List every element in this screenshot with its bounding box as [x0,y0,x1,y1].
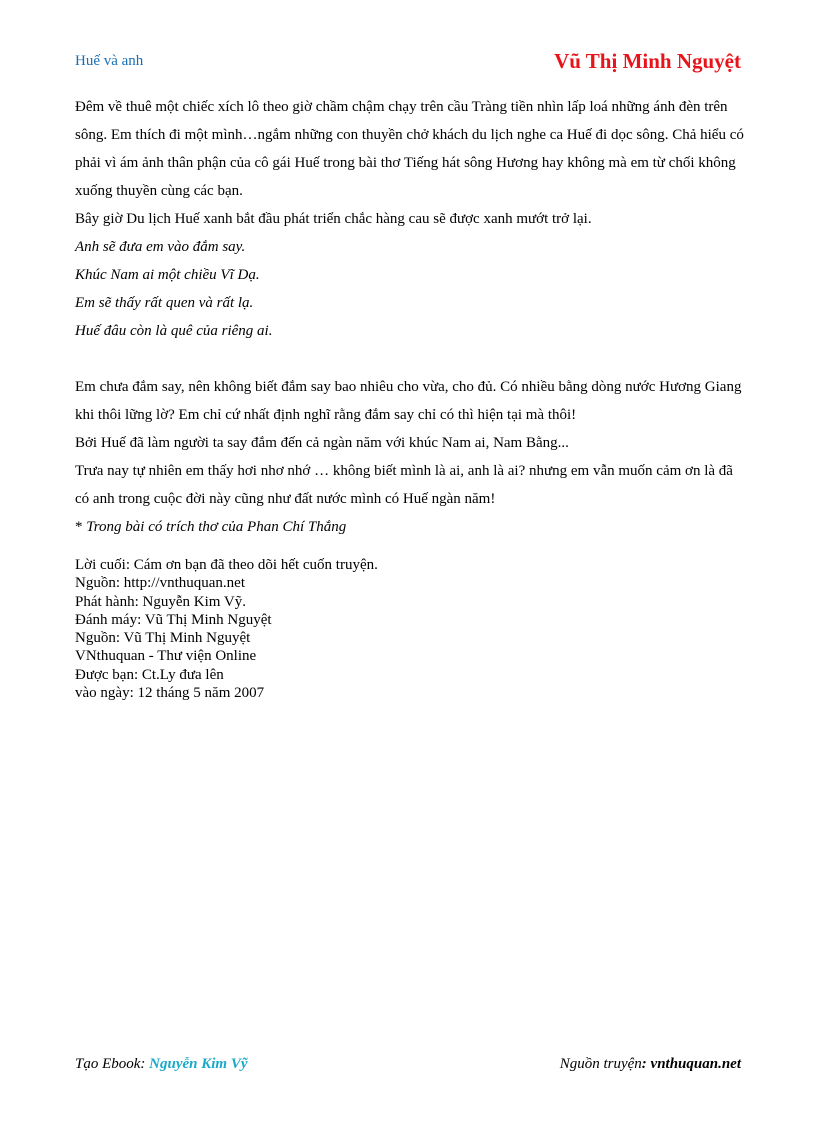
paragraph-gap [75,345,745,373]
credits-block [75,556,378,702]
citation-star: * [75,519,83,535]
poem-line-4: Huế đâu còn là quê của riêng ai. [75,323,273,339]
header-author: Vũ Thị Minh Nguyệt [554,49,741,73]
credit-line: vào ngày: 12 tháng 5 năm 2007 [75,685,265,702]
poem-line-1: Anh sẽ đưa em vào đắm say. [75,239,246,255]
footer-source-label: Nguồn truyện [559,1056,642,1072]
header-title: Huế và anh [75,53,144,69]
citation-note [75,513,745,541]
paragraph-5: Trưa nay tự nhiên em thấy hơi nhơ nhớ … không biết mình là ai, anh là ai? nhưng em vẫn muốn cảm ơn là đã có anh trong cuộc đời này cũng như đất nước mình có Huế ngàn năm! [75,463,733,507]
footer-ebook-separator: : [140,1056,150,1072]
footer-ebook-label: Tạo Ebook [75,1056,141,1072]
credit-line: Nguồn: Vũ Thị Minh Nguyệt [75,630,251,647]
citation-text: Trong bài có trích thơ của Phan Chí Thắng [86,519,347,535]
footer-source-site: vnthuquan.net [650,1056,741,1072]
poem-line-3: Em sẽ thấy rất quen và rất lạ. [75,295,254,311]
credit-line: Đánh máy: Vũ Thị Minh Nguyệt [75,611,272,628]
footer-source-separator: : [641,1056,651,1072]
paragraph-4: Bởi Huế đã làm người ta say đắm đến cả ngàn năm với khúc Nam ai, Nam Bằng... [75,435,569,451]
credit-line: Được bạn: Ct.Ly đưa lên [75,666,224,683]
paragraph-1: Đêm về thuê một chiếc xích lô theo giờ chầm chậm chạy trên cầu Tràng tiền nhìn lấp loá những ánh đèn trên sông. Em thích đi một mình…ngắm những con thuyền chở khách du lịch nghe ca Huế đi dọc sông. Chả hiểu có phải vì ám ảnh thân phận của cô gái Huế trong bài thơ Tiếng hát sông Hương hay không mà em từ chối không xuống thuyền cùng các bạn. [75,99,744,199]
credit-line: Lời cuối: Cám ơn bạn đã theo dõi hết cuốn truyện. [75,557,378,573]
credit-line: Nguồn: http://vnthuquan.net [75,575,245,592]
paragraph-2: Bây giờ Du lịch Huế xanh bắt đầu phát triển chắc hàng cau sẽ được xanh mướt trở lại. [75,211,592,227]
poem-line-2: Khúc Nam ai một chiều Vĩ Dạ. [75,267,260,283]
story-body [75,93,745,541]
credit-line: Phát hành: Nguyễn Kim Vỹ. [75,593,246,610]
credit-line: VNthuquan - Thư viện Online [75,648,257,665]
footer-ebook [75,1056,248,1073]
paragraph-3: Em chưa đắm say, nên không biết đắm say bao nhiêu cho vừa, cho đủ. Có nhiều bằng dòng nước Hương Giang khi thôi lững lờ? Em chỉ cứ nhất định nghĩ rằng đắm say chỉ có thì hiện tại mà thôi! [75,379,742,423]
footer-source [560,1056,741,1073]
footer-ebook-name: Nguyễn Kim Vỹ [149,1056,248,1072]
